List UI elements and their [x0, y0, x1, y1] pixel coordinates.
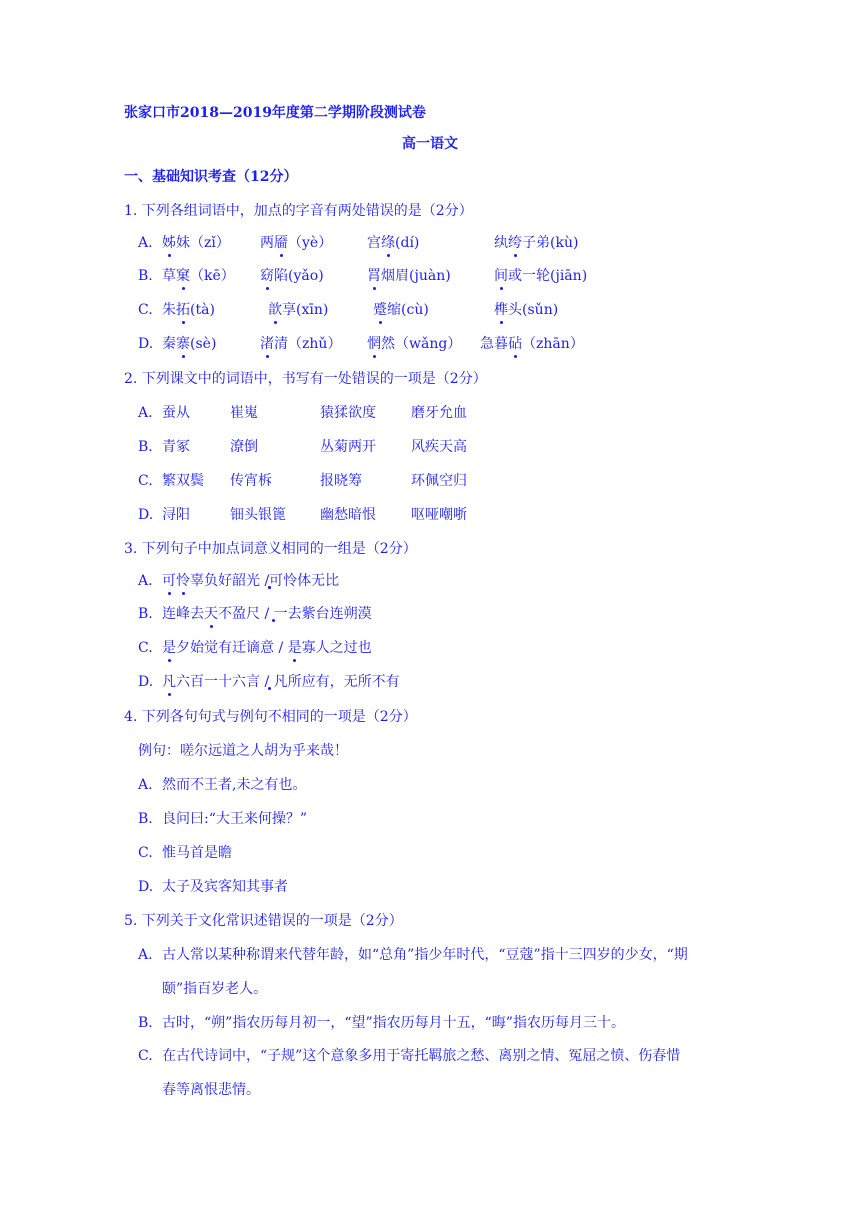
subject-title: 高一语文 [402, 136, 458, 152]
q4-option-b-label: B. [138, 811, 153, 827]
q3-option-b-text: 连峰去天不盈尺 / 一去紫台连朔漠 [162, 606, 372, 622]
q1-option-d-word-1: 秦寨(sè) [162, 336, 217, 352]
q5-option-a-label: A. [138, 947, 153, 963]
q4-option-d-label: D. [138, 879, 154, 895]
q4-option-d-text: 太子及宾客知其事者 [162, 879, 288, 895]
q1-option-a-word-1: 姊妹（zǐ） [162, 235, 230, 251]
question-5-stem: 5. 下列关于文化常识述错误的一项是（2分） [124, 913, 403, 929]
q4-option-a-label: A. [138, 777, 153, 793]
q5-option-a-text-line-1: 古人常以某种称谓来代替年龄，如“总角”指少年时代，“豆蔻”指十三四岁的少女，“期 [162, 947, 688, 963]
q1-option-d-word-2: 渚清（zhǔ） [260, 336, 342, 352]
q1-option-d-word-3: 惘然（wǎng） [367, 336, 462, 352]
q2-option-c-word-3: 报晓筹 [320, 473, 362, 489]
q1-option-d-label: D. [138, 336, 154, 352]
q2-option-a-label: A. [138, 405, 153, 421]
q2-option-b-word-1: 青冢 [162, 439, 190, 455]
q2-option-d-word-2: 钿头银篦 [230, 507, 286, 523]
q3-option-d-label: D. [138, 674, 154, 690]
q2-option-c-word-1: 繁双鬓 [162, 473, 204, 489]
q1-option-c-word-2: 歆享(xīn) [268, 302, 329, 318]
q5-option-b-text-line-1: 古时，“朔”指农历每月初一，“望”指农历每月十五，“晦”指农历每月三十。 [162, 1015, 625, 1031]
question-4-stem: 4. 下列各句句式与例句不相同的一项是（2分） [124, 709, 417, 725]
q1-option-b-word-3: 罥烟眉(juàn) [367, 268, 451, 284]
q2-option-b-label: B. [138, 439, 153, 455]
q1-option-a-word-2: 两靥（yè） [260, 235, 333, 251]
q2-option-b-word-3: 丛菊两开 [320, 439, 376, 455]
exam-title: 张家口市2018—2019年度第二学期阶段测试卷 [124, 105, 426, 121]
q5-option-b-label: B. [138, 1015, 153, 1031]
q3-option-d-text: 凡六百一十六言 / 凡所应有，无所不有 [162, 674, 400, 690]
q1-option-c-label: C. [138, 302, 153, 318]
question-3-stem: 3. 下列句子中加点词意义相同的一组是（2分） [124, 541, 417, 557]
q2-option-c-label: C. [138, 473, 153, 489]
q5-option-c-text-line-2: 春等离恨悲情。 [162, 1082, 260, 1098]
q2-option-d-word-3: 幽愁暗恨 [320, 507, 376, 523]
q2-option-d-word-1: 浔阳 [162, 507, 190, 523]
q2-option-b-word-4: 风疾天高 [411, 439, 467, 455]
q4-option-a-text: 然而不王者,未之有也。 [162, 777, 307, 793]
q4-option-c-text: 惟马首是瞻 [162, 845, 232, 861]
q5-option-c-text-line-1: 在古代诗词中，“子规”这个意象多用于寄托羁旅之愁、离别之情、冤屈之愤、伤春惜 [162, 1048, 681, 1064]
q2-option-a-word-4: 磨牙允血 [411, 405, 467, 421]
q2-option-b-word-2: 潦倒 [230, 439, 258, 455]
q2-option-d-word-4: 呕哑嘲哳 [411, 507, 467, 523]
q4-example-sentence: 例句：嗟尔远道之人胡为乎来哉！ [138, 743, 348, 759]
q3-option-c-text: 是夕始觉有迁谪意 / 是寡人之过也 [162, 640, 372, 656]
q2-option-d-label: D. [138, 507, 154, 523]
q2-option-a-word-3: 猿猱欲度 [320, 405, 376, 421]
q1-option-b-word-1: 草窠（kē） [162, 268, 235, 284]
q1-option-b-word-4: 间或一轮(jiān) [494, 268, 588, 284]
q1-option-c-word-4: 榫头(sǔn) [494, 302, 559, 318]
question-1-stem: 1. 下列各组词语中，加点的字音有两处错误的是（2分） [124, 203, 473, 219]
q2-option-a-word-2: 崔嵬 [230, 405, 258, 421]
q2-option-a-word-1: 蚕从 [162, 405, 190, 421]
q1-option-c-word-3: 蹙缩(cù) [373, 302, 429, 318]
q1-option-b-label: B. [138, 268, 153, 284]
section-heading: 一、基础知识考查（12分） [124, 169, 298, 185]
q5-option-a-text-line-2: 颐”指百岁老人。 [162, 981, 268, 997]
q1-option-b-word-2: 窈陷(yǎo) [260, 268, 324, 284]
q1-option-a-word-4: 纨绔子弟(kù) [494, 235, 579, 251]
q2-option-c-word-2: 传宵柝 [230, 473, 272, 489]
q3-option-a-label: A. [138, 573, 153, 589]
question-2-stem: 2. 下列课文中的词语中，书写有一处错误的一项是（2分） [124, 371, 487, 387]
q2-option-c-word-4: 环佩空归 [411, 473, 467, 489]
q3-option-b-label: B. [138, 606, 153, 622]
q3-option-a-text: 可怜辜负好韶光 /可怜体无比 [162, 573, 340, 589]
q3-option-c-label: C. [138, 640, 153, 656]
q5-option-c-label: C. [138, 1048, 153, 1064]
q1-option-a-label: A. [138, 235, 153, 251]
q1-option-d-word-4: 急暮砧（zhān） [480, 336, 584, 352]
q1-option-a-word-3: 宫绦(dí) [367, 235, 420, 251]
q4-option-b-text: 良问曰:“大王来何操？” [162, 811, 308, 827]
q1-option-c-word-1: 朱拓(tà) [162, 302, 215, 318]
q4-option-c-label: C. [138, 845, 153, 861]
